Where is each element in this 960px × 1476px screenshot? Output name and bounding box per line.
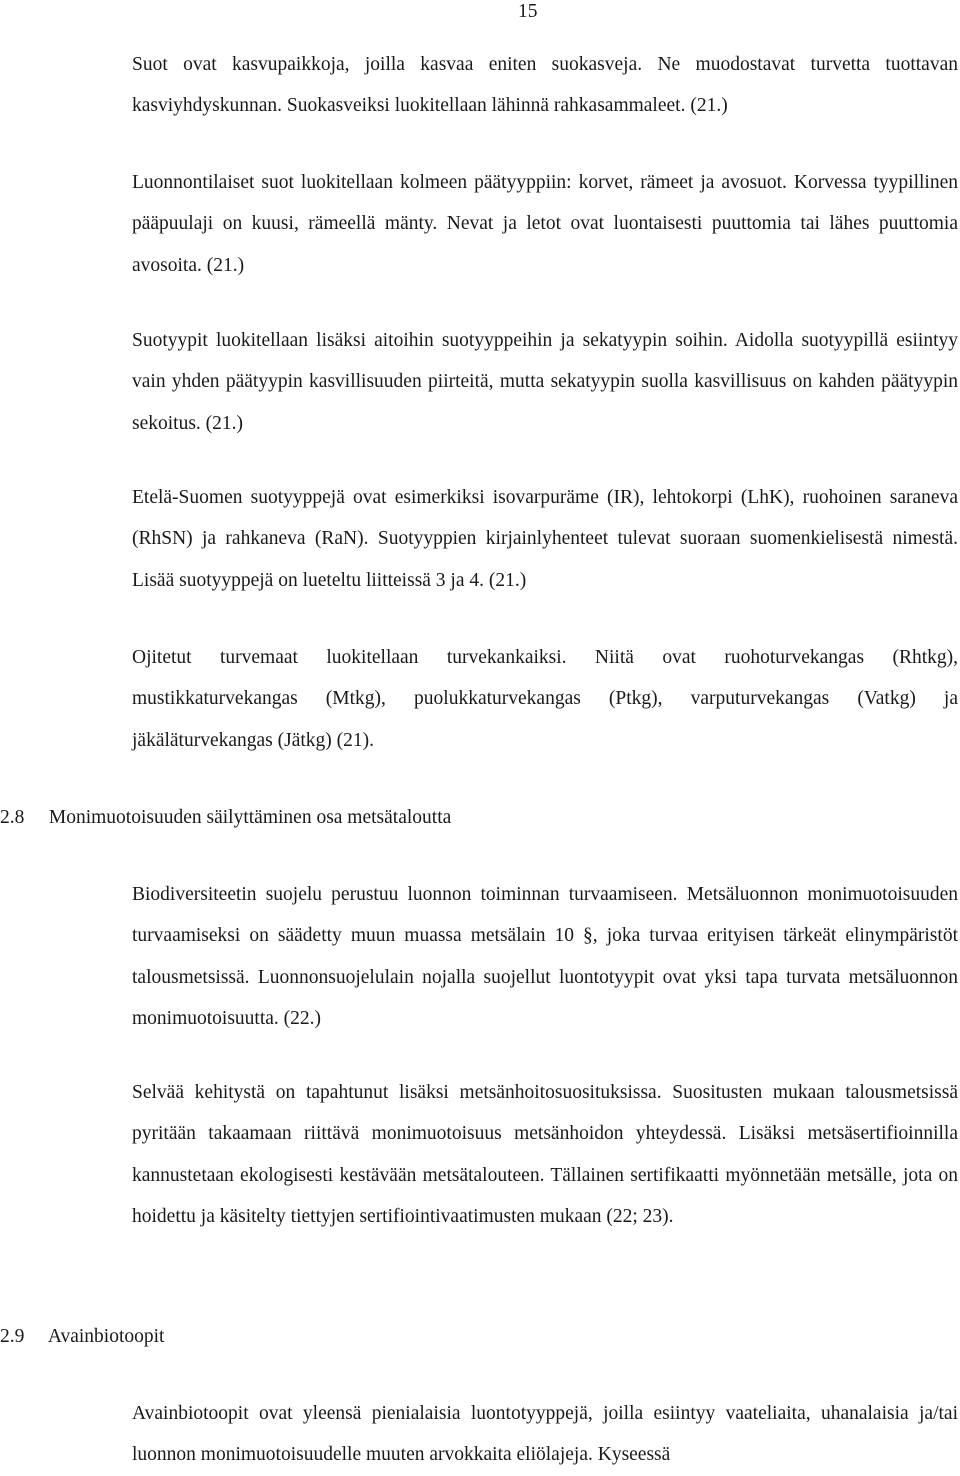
section-number: 2.9 (0, 1326, 25, 1347)
paragraph-suotyypit: Suotyypit luokitellaan lisäksi aitoihin suotyyppeihin ja sekatyypin soihin. Aidolla suotyypillä esiintyy vain yhden päätyypin kasvillisuuden piirteitä, mutta sekatyypin suolla kasvillisuus on kahden päätyypin sekoitus. (21.) (132, 330, 958, 434)
paragraph-ojitetut: Ojitetut turvemaat luokitellaan turvekankaiksi. Niitä ovat ruohoturvekangas (Rhtkg), mustikkaturvekangas (Mtkg), puolukkaturvekangas (Ptkg), varputurvekangas (Vatkg) ja jäkäläturvekangas (Jätkg) (21). (132, 647, 958, 751)
paragraph-etela-suomen: Etelä-Suomen suotyyppejä ovat esimerkiksi isovarpuräme (IR), lehtokorpi (LhK), ruohoinen saraneva (RhSN) ja rahkaneva (RaN). Suotyyppien kirjainlyhenteet tulevat suoraan suomenkielisestä nimestä. Lisää suotyyppejä on lueteltu liitteissä 3 ja 4. (21.) (132, 487, 958, 591)
section-title: Avainbiotoopit (47, 1326, 165, 1347)
paragraph-luonnontilaiset: Luonnontilaiset suot luokitellaan kolmeen päätyyppiin: korvet, rämeet ja avosuot. Korvessa tyypillinen pääpuulaji on kuusi, rämeellä mänty. Nevat ja letot ovat luontaisesti puuttomia tai lähes puuttomia avosoita. (21.) (132, 172, 958, 276)
paragraph-avainbiotoopit: Avainbiotoopit ovat yleensä pienialaisia luontotyyppejä, joilla esiintyy vaateliaita, uhanalaisia ja/tai luonnon monimuotoisuudelle muuten arvokkaita eliölajeja. Kyseessä (132, 1403, 958, 1466)
paragraph-suot: Suot ovat kasvupaikkoja, joilla kasvaa eniten suokasveja. Ne muodostavat turvetta tuottavan kasviyhdyskunnan. Suokasveiksi luokitellaan lähinnä rahkasammaleet. (21.) (132, 54, 958, 117)
page-number: 15 (518, 1, 538, 22)
section-heading-2-9 (0, 1325, 164, 1349)
section-heading-2-8 (0, 806, 451, 830)
section-title: Monimuotoisuuden säilyttäminen osa metsätaloutta (48, 807, 452, 828)
paragraph-biodiversiteetti: Biodiversiteetin suojelu perustuu luonnon toiminnan turvaamiseen. Metsäluonnon monimuotoisuuden turvaamiseksi on säädetty muun muassa metsälain 10 §, joka turvaa erityisen tärkeät elinympäristöt talousmetsissä. Luonnonsuojelulain nojalla suojellut luontotyypit ovat yksi tapa turvata metsäluonnon monimuotoisuutta. (22.) (132, 884, 958, 1030)
paragraph-kehitys: Selvää kehitystä on tapahtunut lisäksi metsänhoitosuosituksissa. Suositusten mukaan talousmetsissä pyritään takaamaan riittävä monimuotoisuus metsänhoidon yhteydessä. Lisäksi metsäsertifioinnilla kannustetaan ekologisesti kestävään metsätalouteen. Tällainen sertifikaatti myönnetään metsälle, jota on hoidettu ja käsitelty tiettyjen sertifiointivaatimusten mukaan (22; 23). (132, 1082, 958, 1228)
section-number: 2.8 (0, 807, 25, 828)
